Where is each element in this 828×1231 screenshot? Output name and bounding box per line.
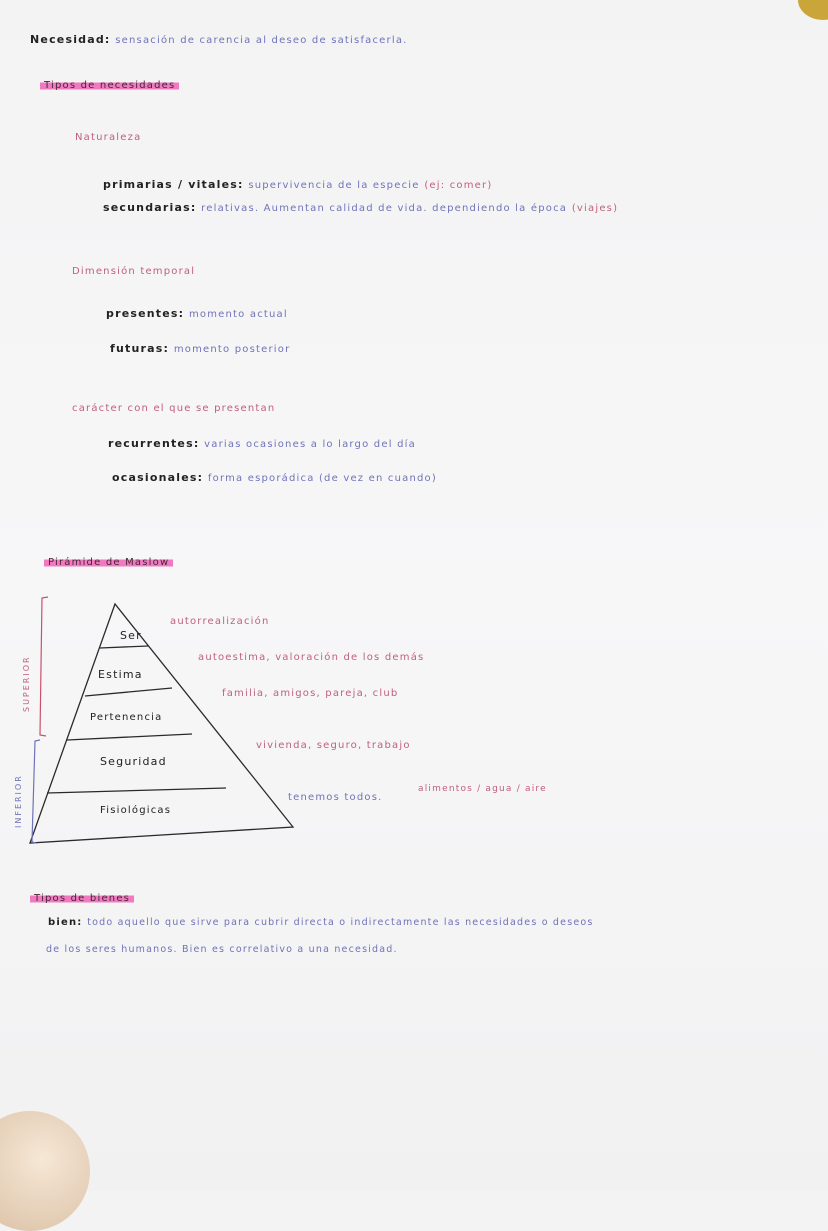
section-title-needs: Tipos de necesidades [40,80,179,91]
item-note: (viajes) [571,203,619,214]
pyramid-level: Estima [98,668,143,681]
pyramid-level: Pertenencia [90,712,163,723]
section-title-goods: Tipos de bienes [30,893,134,904]
item-term: ocasionales: [112,471,204,484]
item-term: presentes: [106,307,185,320]
pyramid-divider [67,734,192,740]
item-text: forma esporádica (de vez en cuando) [207,473,437,484]
pyramid-divider [85,688,172,696]
item-text: supervivencia de la especie [248,180,420,191]
superior-label: SUPERIOR [22,655,31,712]
level-note: vivienda, seguro, trabajo [256,740,411,751]
goods-definition-line [48,915,594,928]
item-text: momento actual [188,309,288,320]
section-title-maslow: Pirámide de Maslow [44,557,173,568]
inferior-label: INFERIOR [14,774,23,828]
group-heading: Naturaleza [75,132,142,143]
pyramid-divider [100,646,148,648]
level-note: autoestima, valoración de los demás [198,652,425,663]
level-note: familia, amigos, pareja, club [222,688,399,699]
definition-text: sensación de carencia al deseo de satisfacerla. [115,35,408,46]
item-term: recurrentes: [108,437,200,450]
group-heading: carácter con el que se presentan [72,403,276,414]
level-note: alimentos / agua / aire [418,784,547,794]
goods-text: de los seres humanos. Bien es correlativo a una necesidad. [46,944,398,955]
goods-text: todo aquello que sirve para cubrir directa o indirectamente las necesidades o deseos [87,917,594,928]
pyramid-divider [47,788,226,793]
superior-bracket [40,597,48,736]
item-text: momento posterior [173,344,291,355]
definition-term: Necesidad: [30,33,111,46]
item-note: (ej: comer) [424,180,493,191]
item-text: relativas. Aumentan calidad de vida. dependiendo la época [201,203,568,214]
item-term: secundarias: [103,201,197,214]
item-term: futuras: [110,342,170,355]
pyramid-level: Ser [120,629,142,642]
pyramid-level: Seguridad [100,755,167,768]
item-text: varias ocasiones a lo largo del día [204,439,416,450]
pyramid-level: Fisiológicas [100,805,172,816]
item-term: primarias / vitales: [103,178,244,191]
goods-term: bien: [48,917,83,928]
group-heading: Dimensión temporal [72,266,196,277]
level-note: autorrealización [170,616,270,627]
level-note: tenemos todos. [288,792,383,803]
